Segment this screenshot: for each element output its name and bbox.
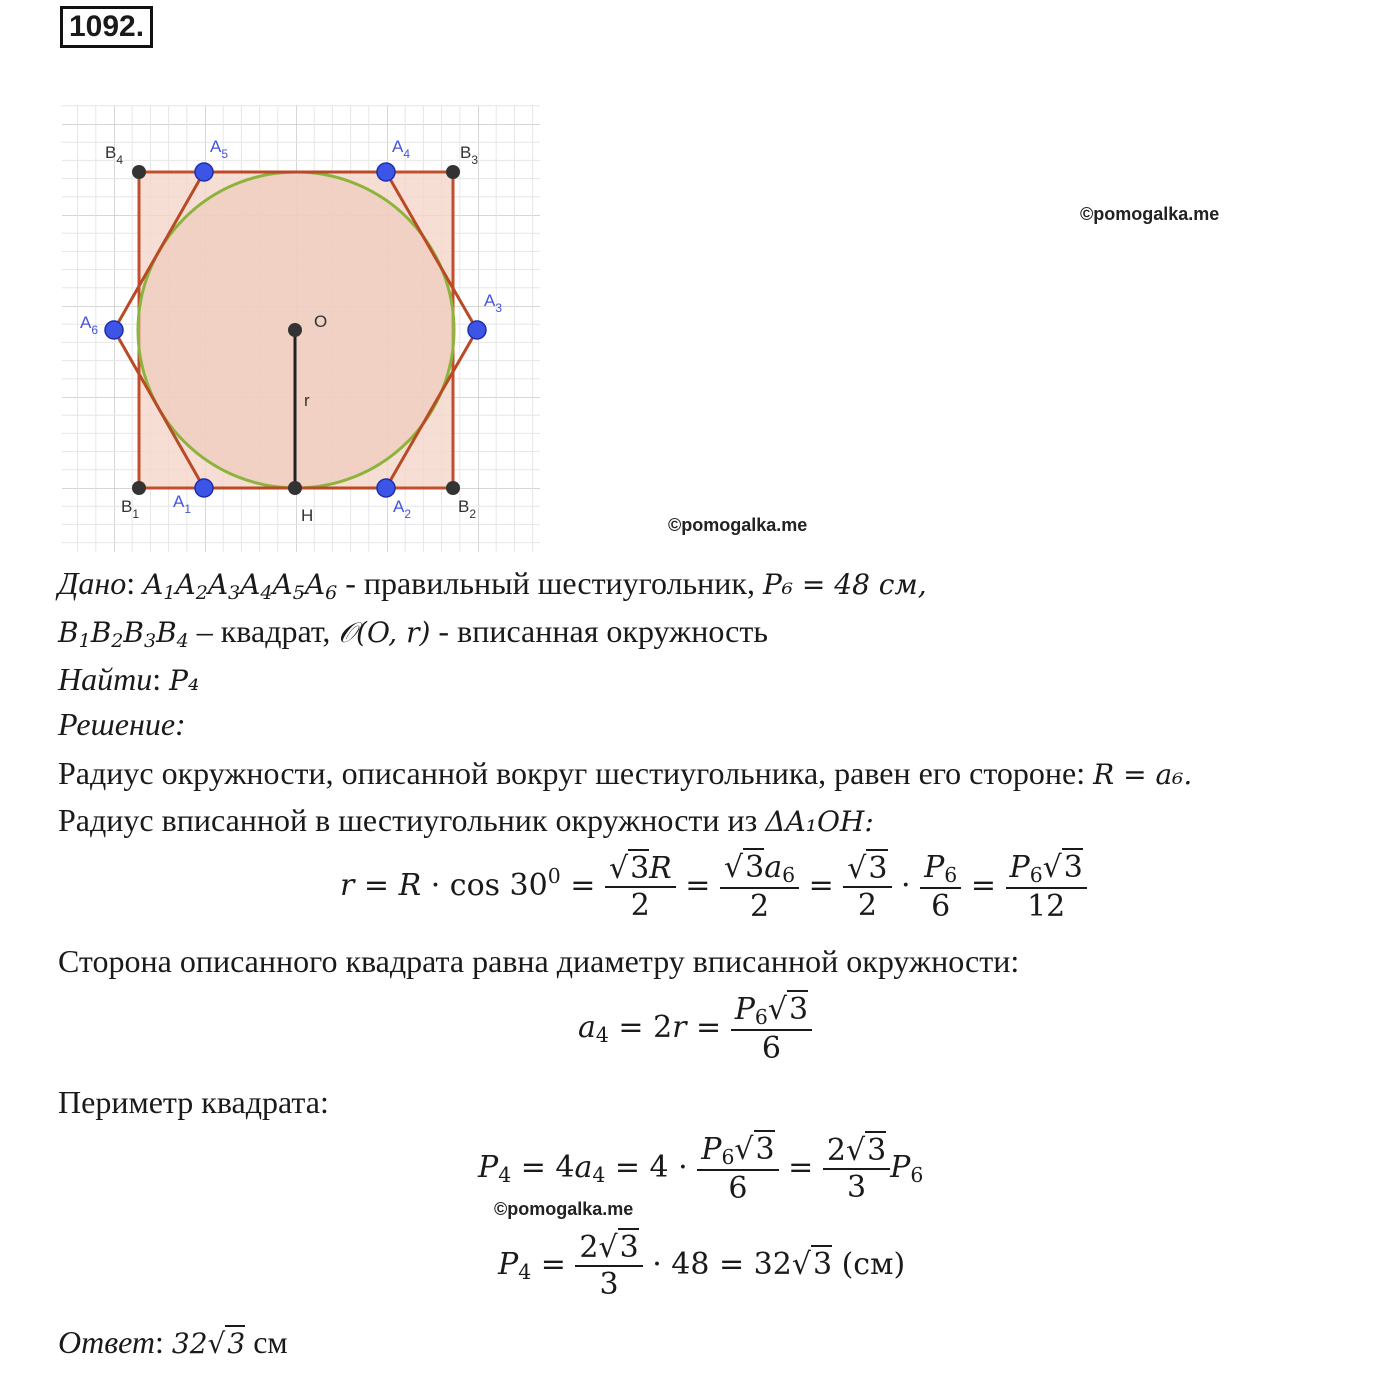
solution-label: Решение	[58, 706, 176, 742]
problem-number: 1092.	[60, 6, 153, 48]
given-line-1: Дано: $A_1A_2A_3A_4A_5A_6$ - правильный шестиугольник, P₆ = 48 см,	[58, 565, 927, 604]
answer-unit: см	[245, 1324, 288, 1360]
solution-line-4: Периметр квадрата:	[58, 1084, 329, 1120]
point-b4	[132, 165, 146, 179]
label-r: r	[304, 391, 310, 410]
label-a1: $A_1$	[173, 492, 192, 516]
given-circle-text: - вписанная окружность	[430, 613, 768, 649]
point-a6	[105, 321, 123, 339]
label-a4: $A_4$	[392, 137, 411, 161]
label-b3: $B_3$	[460, 143, 479, 167]
point-b2	[446, 481, 460, 495]
solution-label-line: Решение:	[58, 706, 186, 742]
solution-line-2: Радиус вписанной в шестиугольник окружности из ΔA₁OH:	[58, 802, 874, 838]
point-b3	[446, 165, 460, 179]
label-b2: $B_2$	[458, 497, 477, 521]
label-o: O	[314, 312, 328, 331]
given-perimeter: P₆ = 48 см,	[762, 568, 927, 601]
answer-label: Ответ	[58, 1324, 155, 1360]
point-b1	[132, 481, 146, 495]
geometry-figure	[55, 100, 555, 560]
formula-p4-general: $P_4 = 4a_4 = 4$ · $\frac{P_6√3}{6}$ = $\frac{2√3}{3}$ $P_6$	[478, 1132, 924, 1207]
point-a2	[377, 479, 395, 497]
given-label: Дано	[58, 565, 127, 601]
find-value: P₄	[169, 664, 200, 697]
formula-a4: $a_4 = 2r$ = $\frac{P_6√3}{6}$	[578, 992, 812, 1066]
solution-line-3: Сторона описанного квадрата равна диаметру вписанной окружности:	[58, 943, 1020, 979]
solution-line-1: Радиус окружности, описанной вокруг шестиугольника, равен его стороне: R = a₆.	[58, 755, 1193, 791]
answer-line: Ответ: 32√3 см	[58, 1324, 288, 1360]
given-square-text: – квадрат,	[188, 613, 339, 649]
label-a5: $A_5$	[210, 137, 229, 161]
point-o	[288, 323, 302, 337]
label-h: H	[301, 506, 314, 525]
label-a2: $A_2$	[393, 497, 412, 521]
label-b4: $B_4$	[105, 143, 124, 167]
point-h	[288, 481, 302, 495]
formula-r: $r = R \cdot \cos 30^0$ = $\frac{√3R}{2}$ = $\frac{√3a_6}{2}$ = $\frac{√3}{2}$ · $\frac{P_6}{6}$ = $\frac{P_6√3}{12}$	[340, 850, 1087, 924]
find-label: Найти	[58, 661, 153, 697]
label-a3: $A_3$	[484, 291, 503, 315]
given-line-2: $B_1B_2B_3B_4$ – квадрат, 𝒪(O, r) - вписанная окружность	[58, 613, 768, 652]
point-a3	[468, 321, 486, 339]
label-b1: $B_1$	[121, 497, 140, 521]
point-a4	[377, 163, 395, 181]
watermark: ©pomogalka.me	[668, 515, 808, 535]
watermark: ©pomogalka.me	[494, 1199, 634, 1219]
point-a1	[195, 479, 213, 497]
formula-p4-value: $P_4$ = $\frac{2√3}{3}$ · 48 = 32√3 (см)	[498, 1230, 906, 1302]
watermark: ©pomogalka.me	[1080, 204, 1220, 224]
point-a5	[195, 163, 213, 181]
label-a6: $A_6$	[80, 313, 99, 337]
find-line: Найти: P₄	[58, 661, 200, 697]
given-hexagon-text: - правильный шестиугольник,	[337, 565, 763, 601]
